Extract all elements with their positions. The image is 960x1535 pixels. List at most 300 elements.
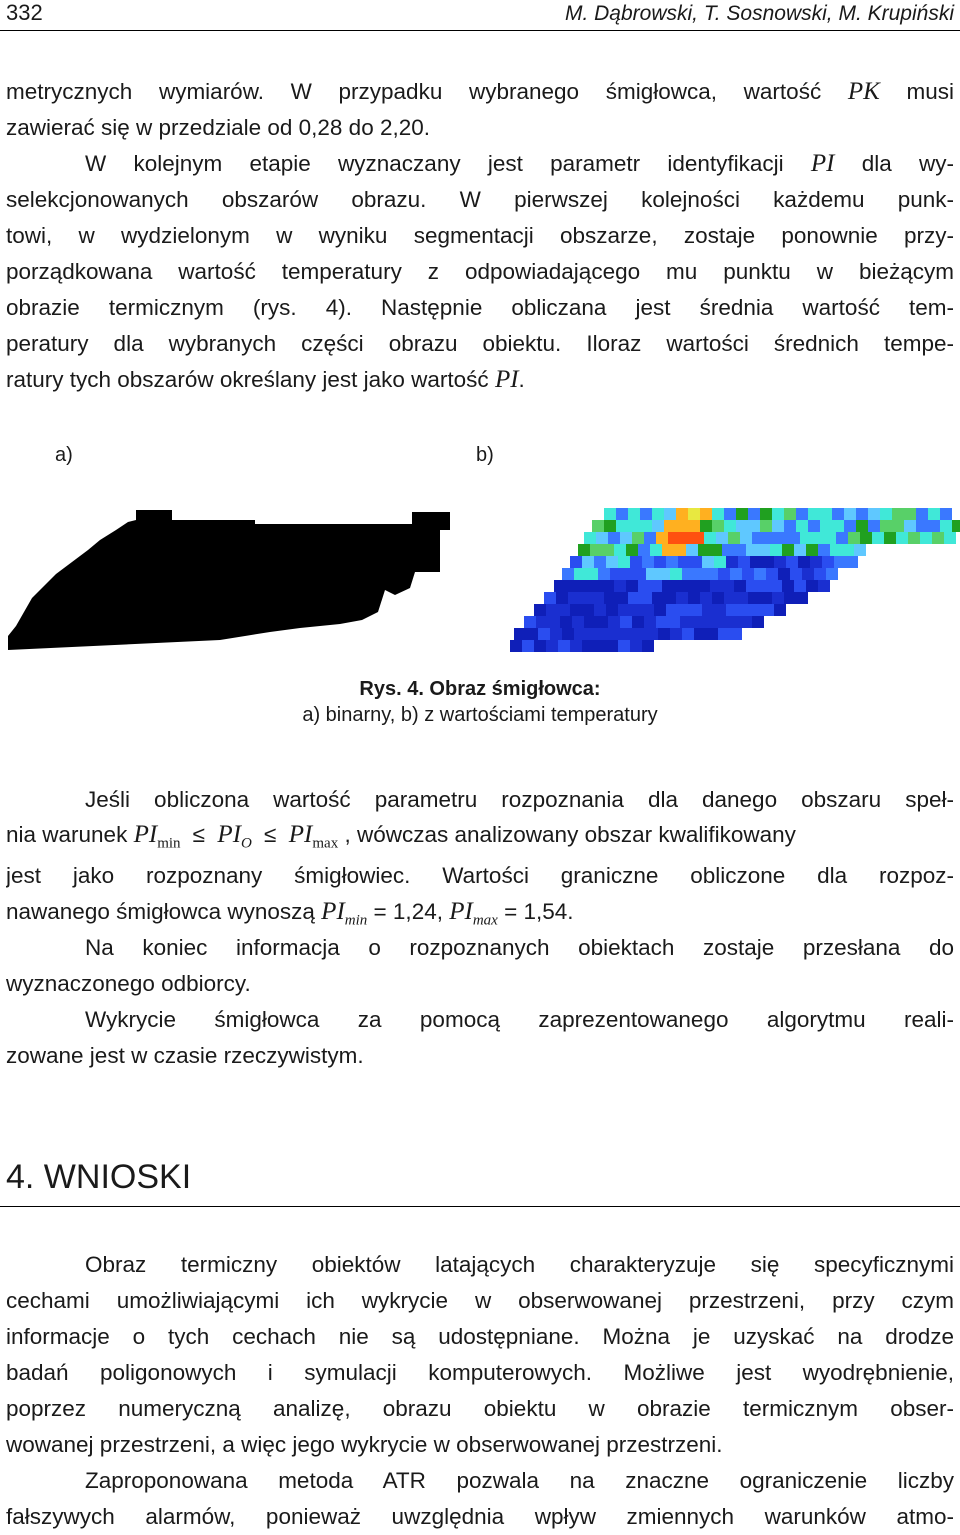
thermal-pixel (628, 508, 640, 520)
thermal-pixel (602, 544, 614, 556)
thermal-pixel (598, 628, 610, 640)
thermal-pixel (632, 616, 644, 628)
paragraph-2-line-3: towi, w wydzielonym w wyniku segmentacji obszarze, zostaje ponownie przy- (6, 223, 954, 248)
thermal-pixel (662, 580, 674, 592)
thermal-pixel (646, 628, 658, 640)
thermal-pixel (736, 592, 748, 604)
thermal-pixel (752, 616, 764, 628)
paragraph-2-line-1: W kolejnym etapie wyznaczany jest parametr identyfikacji PI dla wy- (85, 150, 954, 177)
paragraph-6-line-3: informacje o tych cechach nie są udostępniane. Można je uzyskać na drodze (6, 1324, 954, 1349)
thermal-pixel (550, 628, 562, 640)
thermal-pixel (616, 592, 628, 604)
thermal-pixel (824, 532, 836, 544)
thermal-pixel (646, 568, 658, 580)
thermal-pixel (770, 580, 782, 592)
thermal-pixel (670, 628, 682, 640)
thermal-pixel (578, 544, 590, 556)
thermal-pixel (514, 628, 526, 640)
thermal-pixel (590, 544, 602, 556)
thermal-pixel (602, 580, 614, 592)
thermal-pixel (772, 592, 784, 604)
thermal-pixel (904, 508, 916, 520)
thermal-pixel (524, 616, 536, 628)
thermal-pixel (526, 628, 538, 640)
thermal-pixel (734, 544, 746, 556)
thermal-pixel (604, 508, 616, 520)
thermal-pixel (718, 628, 730, 640)
thermal-pixel (652, 592, 664, 604)
thermal-pixel (806, 580, 818, 592)
thermal-pixel (860, 532, 872, 544)
thermal-pixel (748, 520, 760, 532)
thermal-pixel (652, 508, 664, 520)
thermal-pixel (738, 604, 750, 616)
thermal-pixel (630, 604, 642, 616)
thermal-pixel (754, 568, 766, 580)
paragraph-3-line-3: jest jako rozpoznany śmigłowiec. Wartości graniczne obliczone dla rozpoz- (6, 863, 954, 888)
thermal-pixel (718, 568, 730, 580)
thermal-pixel (644, 532, 656, 544)
thermal-pixel (594, 556, 606, 568)
thermal-pixel (666, 556, 678, 568)
thermal-pixel (522, 640, 534, 652)
thermal-pixel (832, 520, 844, 532)
figure-caption-text: a) binarny, b) z wartościami temperatury (302, 704, 658, 726)
thermal-pixel (620, 532, 632, 544)
thermal-pixel (778, 568, 790, 580)
thermal-pixel (808, 508, 820, 520)
thermal-pixel (584, 616, 596, 628)
thermal-pixel (880, 508, 892, 520)
thermal-pixel (766, 568, 778, 580)
thermal-pixel (534, 604, 546, 616)
thermal-pixel (664, 508, 676, 520)
thermal-pixel (844, 508, 856, 520)
thermal-pixel (640, 508, 652, 520)
thermal-pixel (722, 544, 734, 556)
thermal-pixel (750, 556, 762, 568)
math-pk: PK (847, 78, 880, 105)
thermal-pixel (786, 556, 798, 568)
thermal-pixel (574, 568, 586, 580)
thermal-pixel (784, 520, 796, 532)
thermal-pixel (568, 592, 580, 604)
thermal-pixel (676, 508, 688, 520)
thermal-pixel (758, 580, 770, 592)
paragraph-7-line-2: fałszywych alarmów, ponieważ uwzględnia wpływ zmiennych warunków atmo- (6, 1504, 954, 1529)
thermal-pixel (574, 628, 586, 640)
thermal-pixel (548, 616, 560, 628)
thermal-pixel (592, 520, 604, 532)
thermal-pixel (628, 592, 640, 604)
thermal-pixel (584, 532, 596, 544)
thermal-pixel (678, 604, 690, 616)
thermal-pixel (728, 616, 740, 628)
thermal-pixel (698, 544, 710, 556)
thermal-pixel (614, 580, 626, 592)
thermal-pixel (854, 544, 866, 556)
thermal-pixel (676, 592, 688, 604)
thermal-pixel (680, 532, 692, 544)
thermal-pixel (770, 544, 782, 556)
thermal-pixel (800, 532, 812, 544)
thermal-pixel (658, 568, 670, 580)
thermal-pixel (896, 532, 908, 544)
thermal-pixel (832, 508, 844, 520)
thermal-pixel (714, 604, 726, 616)
thermal-pixel (700, 592, 712, 604)
thermal-pixel (730, 628, 742, 640)
thermal-pixel (724, 520, 736, 532)
thermal-pixel (710, 580, 722, 592)
thermal-pixel (634, 628, 646, 640)
thermal-pixel (610, 628, 622, 640)
running-authors: M. Dąbrowski, T. Sosnowski, M. Krupiński (564, 2, 954, 25)
thermal-pixel (746, 544, 758, 556)
thermal-pixel (846, 556, 858, 568)
thermal-pixel (742, 568, 754, 580)
thermal-pixel (678, 556, 690, 568)
thermal-pixel (706, 568, 718, 580)
thermal-pixel (760, 508, 772, 520)
thermal-pixel (932, 532, 944, 544)
thermal-pixel (606, 556, 618, 568)
thermal-pixel (868, 520, 880, 532)
thermal-pixel (704, 532, 716, 544)
thermal-pixel (700, 508, 712, 520)
thermal-pixel (638, 580, 650, 592)
thermal-pixel (814, 568, 826, 580)
thermal-pixel (510, 640, 522, 652)
thermal-pixel (676, 520, 688, 532)
section-heading: 4. WNIOSKI (6, 1158, 192, 1196)
thermal-pixel (712, 508, 724, 520)
thermal-pixel (656, 616, 668, 628)
thermal-pixel (654, 556, 666, 568)
math-pi: PI (494, 366, 519, 393)
thermal-pixel (726, 556, 738, 568)
thermal-pixel (944, 532, 956, 544)
figure-label-a: a) (55, 444, 73, 466)
thermal-pixel (698, 580, 710, 592)
thermal-pixel (812, 532, 824, 544)
thermal-pixel (796, 520, 808, 532)
thermal-pixel (558, 604, 570, 616)
thermal-pixel (596, 616, 608, 628)
thermal-pixel (674, 544, 686, 556)
thermal-pixel (642, 604, 654, 616)
thermal-pixel (616, 520, 628, 532)
thermal-pixel (796, 508, 808, 520)
thermal-pixel (586, 628, 598, 640)
thermal-pixel (614, 544, 626, 556)
thermal-pixel (774, 556, 786, 568)
binary-helicopter-silhouette (8, 510, 450, 650)
thermal-pixel (760, 592, 772, 604)
thermal-pixel (736, 508, 748, 520)
thermal-pixel (712, 592, 724, 604)
thermal-pixel (916, 508, 928, 520)
thermal-pixel (776, 532, 788, 544)
thermal-pixel (694, 568, 706, 580)
thermal-pixel (908, 532, 920, 544)
thermal-pixel (848, 532, 860, 544)
thermal-pixel (634, 568, 646, 580)
thermal-pixel (748, 508, 760, 520)
thermal-pixel (580, 592, 592, 604)
thermal-pixel (546, 640, 558, 652)
thermal-pixel (714, 556, 726, 568)
paragraph-1-line-1: metrycznych wymiarów. W przypadku wybranego śmigłowca, wartość PK musi (6, 78, 954, 105)
paragraph-5-line-2: zowane jest w czasie rzeczywistym. (6, 1043, 364, 1068)
thermal-pixel (640, 520, 652, 532)
thermal-pixel (618, 640, 630, 652)
thermal-pixel (740, 532, 752, 544)
thermal-pixel (658, 628, 670, 640)
thermal-pixel (940, 520, 952, 532)
thermal-pixel (856, 508, 868, 520)
thermal-pixel (582, 556, 594, 568)
thermal-pixel (892, 508, 904, 520)
thermal-pixel (788, 532, 800, 544)
thermal-pixel (928, 508, 940, 520)
binary-helicopter-image (0, 500, 480, 660)
section-rule (0, 1206, 960, 1207)
thermal-pixel (620, 616, 632, 628)
thermal-pixel (562, 568, 574, 580)
paragraph-2-line-6: peratury dla wybranych części obrazu obiektu. Iloraz wartości średnich tempe- (6, 331, 954, 356)
thermal-pixel (940, 508, 952, 520)
thermal-pixel (726, 604, 738, 616)
thermal-pixel (818, 544, 830, 556)
thermal-pixel (582, 604, 594, 616)
running-header (0, 0, 960, 31)
thermal-pixel (622, 628, 634, 640)
paragraph-2-line-7: ratury tych obszarów określany jest jako wartość PI. (6, 366, 525, 393)
thermal-pixel (728, 532, 740, 544)
page-number: 332 (6, 0, 43, 25)
thermal-pixel (592, 592, 604, 604)
thermal-pixel (608, 532, 620, 544)
thermal-pixel (818, 580, 830, 592)
paragraph-6-line-4: badań poligonowych i symulacji komputerowych. Możliwe jest wyodrębnienie, (6, 1360, 954, 1385)
paragraph-7-line-1: Zaproponowana metoda ATR pozwala na znaczne ograniczenie liczby (85, 1468, 954, 1493)
paragraph-5-line-1: Wykrycie śmigłowca za pomocą zaprezentowanego algorytmu reali- (85, 1007, 954, 1032)
thermal-pixel (630, 640, 642, 652)
thermal-pixel (748, 592, 760, 604)
figure-label-b: b) (476, 444, 494, 466)
thermal-pixel (700, 520, 712, 532)
thermal-pixel (692, 532, 704, 544)
thermal-pixel (578, 580, 590, 592)
thermal-pixel (626, 544, 638, 556)
paragraph-3-line-1: Jeśli obliczona wartość parametru rozpoznania dla danego obszaru speł- (85, 787, 954, 812)
thermal-pixel (716, 532, 728, 544)
thermal-pixel (562, 628, 574, 640)
thermal-pixel (668, 532, 680, 544)
paragraph-2-line-5: obrazie termicznym (rys. 4). Następnie obliczana jest średnia wartość tem- (6, 295, 954, 320)
thermal-pixel (586, 568, 598, 580)
thermal-pixel (650, 580, 662, 592)
thermal-pixel (594, 640, 606, 652)
thermal-pixel (834, 556, 846, 568)
inequality-formula: $PI_{min} \le PI_O \le PI_{max}$ (133, 821, 339, 852)
thermal-pixel (640, 592, 652, 604)
thermal-pixel (710, 544, 722, 556)
thermal-pixel (570, 556, 582, 568)
thermal-pixel (830, 544, 842, 556)
thermal-pixel (724, 508, 736, 520)
thermal-pixel (674, 580, 686, 592)
thermal-pixel (952, 520, 960, 532)
thermal-pixel (758, 544, 770, 556)
thermal-pixel (716, 616, 728, 628)
paragraph-3-line-2: nia warunek $PI_{min} \le PI_O \le PI_{max}$ , wówczas analizowany obszar kwalifikowany (6, 821, 796, 852)
paragraph-6-line-5: poprzez numeryczną analizę, obrazu obiektu w obrazie termicznym obser- (6, 1396, 954, 1421)
thermal-pixel (796, 592, 808, 604)
thermal-pixel (682, 568, 694, 580)
thermal-pixel (798, 556, 810, 568)
thermal-pixel (536, 616, 548, 628)
thermal-pixel (604, 592, 616, 604)
thermal-pixel (630, 556, 642, 568)
thermal-pixel (762, 604, 774, 616)
thermal-pixel (738, 556, 750, 568)
thermal-pixel (836, 532, 848, 544)
thermal-pixel (558, 640, 570, 652)
thermal-pixel (598, 568, 610, 580)
thermal-pixel (806, 544, 818, 556)
thermal-pixel (892, 520, 904, 532)
thermal-pixel (670, 568, 682, 580)
thermal-pixel (916, 520, 928, 532)
paragraph-6-line-2: cechami umożliwiającymi ich wykrycie w obserwowanej przestrzeni, przy czym (6, 1288, 954, 1313)
paragraph-2-line-2: selekcjonowanych obszarów obrazu. W pierwszej kolejności każdemu punk- (6, 187, 954, 212)
thermal-pixel (772, 508, 784, 520)
thermal-pixel (686, 580, 698, 592)
thermal-pixel (566, 580, 578, 592)
thermal-pixel (570, 640, 582, 652)
thermal-pixel (842, 544, 854, 556)
paragraph-4-line-2: wyznaczonego odbiorcy. (6, 971, 251, 996)
thermal-pixel (856, 520, 868, 532)
thermal-pixel (618, 556, 630, 568)
thermal-pixel (638, 544, 650, 556)
thermal-pixel (642, 640, 654, 652)
thermal-pixel (762, 556, 774, 568)
thermal-pixel (688, 520, 700, 532)
thermal-pixel (736, 520, 748, 532)
thermal-pixel (662, 544, 674, 556)
thermal-pixel (652, 520, 664, 532)
thermal-pixel (880, 520, 892, 532)
thermal-pixel (760, 520, 772, 532)
thermal-pixel (554, 580, 566, 592)
thermal-pixel (694, 628, 706, 640)
thermal-pixel (794, 544, 806, 556)
thermal-pixel (790, 568, 802, 580)
paragraph-1-line-2: zawierać się w przedziale od 0,28 do 2,20. (6, 115, 430, 140)
thermal-pixel (604, 520, 616, 532)
thermal-pixel (644, 616, 656, 628)
thermal-pixel (594, 604, 606, 616)
thermal-pixel (690, 556, 702, 568)
thermal-pixel (734, 580, 746, 592)
thermal-pixel (650, 544, 662, 556)
thermal-helicopter-image (504, 500, 960, 660)
thermal-pixel (750, 604, 762, 616)
thermal-pixel (782, 544, 794, 556)
thermal-pixel (688, 508, 700, 520)
thermal-pixel (808, 520, 820, 532)
thermal-pixel (622, 568, 634, 580)
thermal-pixel (802, 568, 814, 580)
paragraph-4-line-1: Na koniec informacja o rozpoznanych obiektach zostaje przesłana do (85, 935, 954, 960)
thermal-pixel (556, 592, 568, 604)
thermal-pixel (702, 604, 714, 616)
thermal-pixel (740, 616, 752, 628)
thermal-pixel (668, 616, 680, 628)
thermal-pixel (722, 580, 734, 592)
thermal-pixel (626, 580, 638, 592)
thermal-pixel (712, 520, 724, 532)
thermal-pixel (706, 628, 718, 640)
thermal-pixel (746, 580, 758, 592)
thermal-pixel (596, 532, 608, 544)
thermal-pixel (654, 604, 666, 616)
thermal-pixel (690, 604, 702, 616)
thermal-pixel (826, 568, 838, 580)
thermal-pixel (724, 592, 736, 604)
paragraph-6-line-1: Obraz termiczny obiektów latających charakteryzuje się specyficznymi (85, 1252, 954, 1277)
thermal-pixel (730, 568, 742, 580)
thermal-pixel (688, 592, 700, 604)
thermal-pixel (682, 628, 694, 640)
thermal-pixel (546, 604, 558, 616)
thermal-pixel (656, 532, 668, 544)
thermal-pixel (782, 580, 794, 592)
paragraph-6-line-6: wowanej przestrzeni, a więc jego wykrycie w obserwowanej przestrzeni. (6, 1432, 723, 1457)
figure-caption-title: Rys. 4. Obraz śmigłowca: (359, 678, 601, 700)
thermal-pixel (664, 592, 676, 604)
paragraph-3-line-4: nawanego śmigłowca wynoszą $PI_{min} = 1,24$, $PI_{max} = 1,54$. (6, 898, 574, 929)
paragraph-2-line-4: porządkowana wartość temperatury z odpowiadającego mu punktu w bieżącym (6, 259, 954, 284)
thermal-pixel (868, 508, 880, 520)
thermal-pixel (820, 520, 832, 532)
thermal-pixel (692, 616, 704, 628)
thermal-pixel (610, 568, 622, 580)
thermal-pixel (680, 616, 692, 628)
thermal-pixel (928, 520, 940, 532)
thermal-pixel (664, 520, 676, 532)
thermal-pixel (704, 616, 716, 628)
thermal-pixel (582, 640, 594, 652)
thermal-pixel (872, 532, 884, 544)
thermal-pixel (686, 544, 698, 556)
thermal-pixel (616, 508, 628, 520)
thermal-pixel (822, 556, 834, 568)
thermal-pixel (608, 616, 620, 628)
thermal-pixel (534, 640, 546, 652)
thermal-pixel (920, 532, 932, 544)
thermal-pixel (772, 520, 784, 532)
thermal-pixel (810, 556, 822, 568)
thermal-pixel (752, 532, 764, 544)
thermal-pixel (774, 604, 786, 616)
thermal-pixel (538, 628, 550, 640)
thermal-pixel (544, 592, 556, 604)
thermal-pixel (642, 556, 654, 568)
